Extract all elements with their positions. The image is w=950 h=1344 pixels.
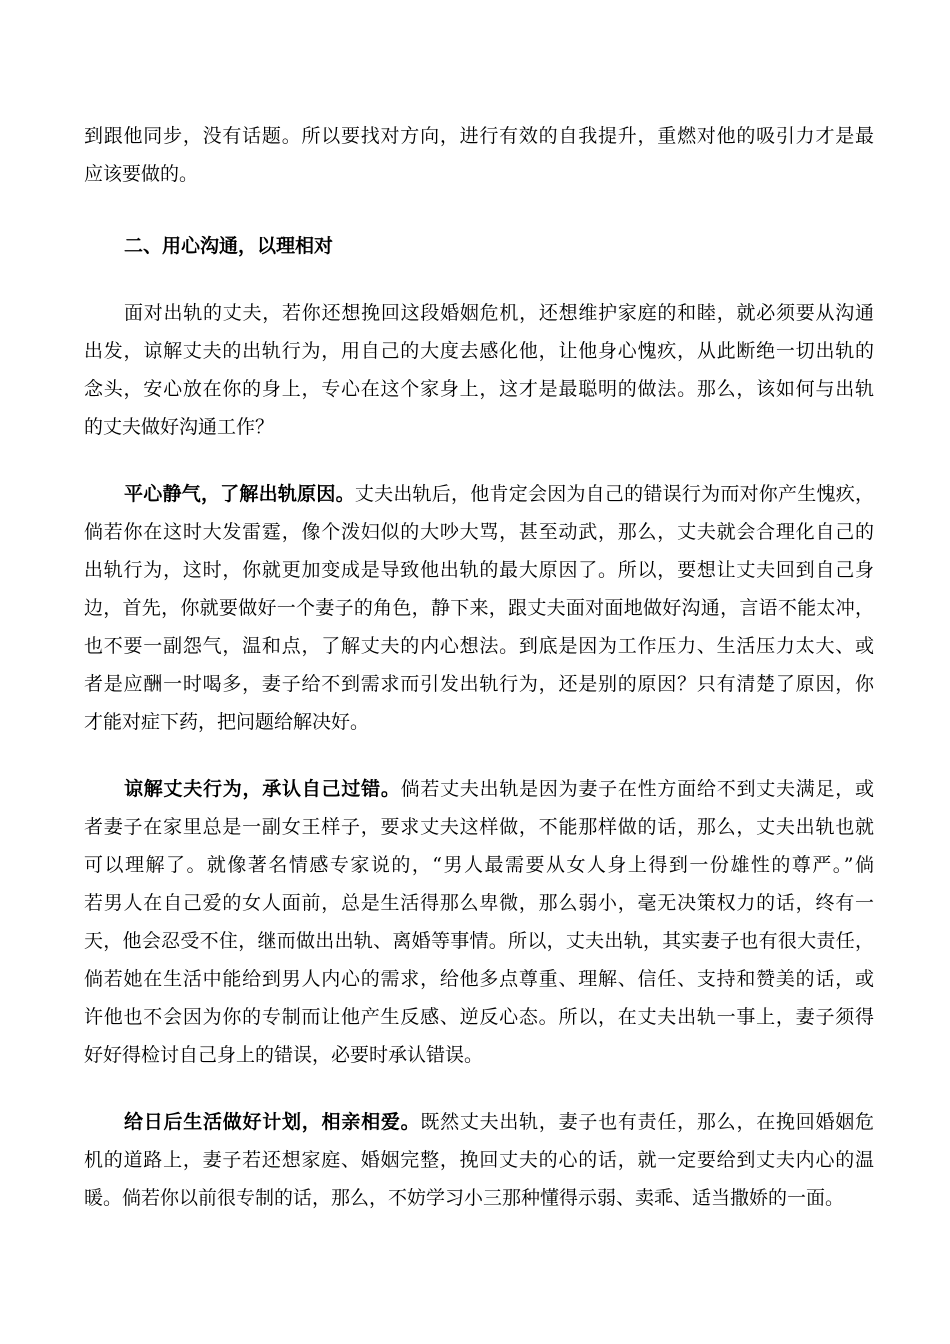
- p4-first-rest: 既然丈夫出轨，妻子也有责任，那么，在挽回婚姻危: [420, 1111, 874, 1133]
- p3-line-7: 许他也不会因为你的专制而让他产生反感、逆反心态。所以，在丈夫出轨一事上，妻子须得: [84, 1006, 874, 1028]
- p3-lead: 谅解丈夫行为，承认自己过错。: [124, 778, 401, 800]
- p4-line-3: 暖。倘若你以前很专制的话，那么，不妨学习小三那种懂得示弱、卖乖、适当撒娇的一面。: [84, 1187, 845, 1209]
- p2-line-4: 边，首先，你就要做好一个妻子的角色，静下来，跟丈夫面对面地做好沟通，言语不能太冲，: [84, 597, 874, 619]
- intro-line-1: 到跟他同步，没有话题。所以要找对方向，进行有效的自我提升，重燃对他的吸引力才是最: [84, 125, 874, 147]
- p1-line-3: 念头，安心放在你的身上，专心在这个家身上，这才是最聪明的做法。那么，该如何与出轨: [84, 378, 874, 400]
- p3-line-8: 好好得检讨自己身上的错误，必要时承认错误。: [84, 1044, 484, 1066]
- p3-line-1: [124, 777, 874, 801]
- p1-line-4: 的丈夫做好沟通工作？: [84, 416, 275, 438]
- p2-line-1: [124, 482, 874, 506]
- p3-line-3: 可以理解了。就像著名情感专家说的，“男人最需要从女人身上得到一份雄性的尊严。”倘: [84, 854, 874, 876]
- p2-line-6: 者是应酬一时喝多，妻子给不到需求而引发出轨行为，还是别的原因？只有清楚了原因，你: [84, 673, 874, 695]
- p1-line-1: 面对出轨的丈夫，若你还想挽回这段婚姻危机，还想维护家庭的和睦，就必须要从沟通: [124, 302, 874, 324]
- p2-line-2: 倘若你在这时大发雷霆，像个泼妇似的大吵大骂，甚至动武，那么，丈夫就会合理化自己的: [84, 521, 874, 543]
- p2-lead: 平心静气，了解出轨原因。: [124, 483, 355, 505]
- p3-first-rest: 倘若丈夫出轨是因为妻子在性方面给不到丈夫满足，或: [400, 778, 874, 800]
- intro-line-2: 应该要做的。: [84, 163, 199, 185]
- p3-line-4: 若男人在自己爱的女人面前，总是生活得那么卑微，那么弱小，毫无决策权力的话，终有一: [84, 892, 874, 914]
- p3-line-6: 倘若她在生活中能给到男人内心的需求，给他多点尊重、理解、信任、支持和赞美的话，或: [84, 968, 874, 990]
- section-heading: 二、用心沟通，以理相对: [124, 235, 334, 257]
- p2-line-7: 才能对症下药，把问题给解决好。: [84, 711, 370, 733]
- p4-line-2: 机的道路上，妻子若还想家庭、婚姻完整，挽回丈夫的心的话，就一定要给到丈夫内心的温: [84, 1149, 874, 1171]
- p3-line-2: 者妻子在家里总是一副女王样子，要求丈夫这样做，不能那样做的话，那么，丈夫出轨也就: [84, 816, 874, 838]
- p2-first-rest: 丈夫出轨后，他肯定会因为自己的错误行为而对你产生愧疚，: [354, 483, 874, 505]
- p1-line-2: 出发，谅解丈夫的出轨行为，用自己的大度去感化他，让他身心愧疚，从此断绝一切出轨的: [84, 340, 874, 362]
- p2-line-5: 也不要一副怨气，温和点，了解丈夫的内心想法。到底是因为工作压力、生活压力太大、或: [84, 635, 874, 657]
- p2-line-3: 出轨行为，这时，你就更加变成是导致他出轨的最大原因了。所以，要想让丈夫回到自己身: [84, 559, 874, 581]
- p4-line-1: [124, 1110, 874, 1134]
- p3-line-5: 天，他会忍受不住，继而做出出轨、离婚等事情。所以，丈夫出轨，其实妻子也有很大责任，: [84, 930, 874, 952]
- p4-lead: 给日后生活做好计划，相亲相爱。: [124, 1111, 421, 1133]
